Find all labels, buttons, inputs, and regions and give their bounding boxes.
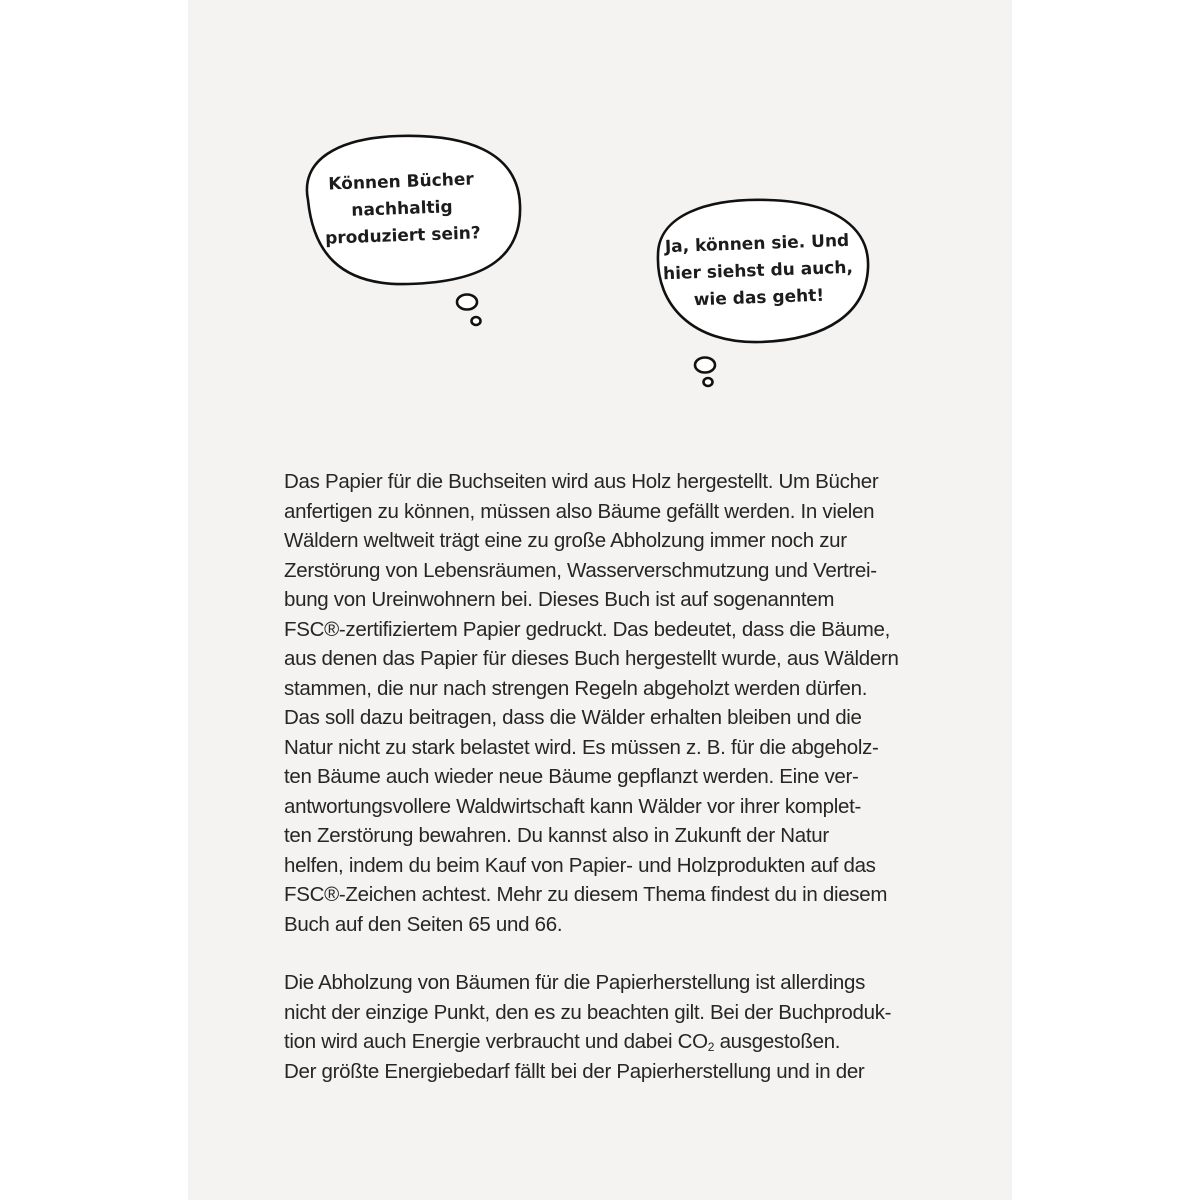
text-line: Der größte Energiebedarf fällt bei der Papierherstellung und in der (284, 1059, 865, 1083)
body-paragraph-1 (284, 467, 924, 939)
book-page (188, 0, 1012, 1200)
text-line: FSC®-Zeichen achtest. Mehr zu diesem Thema findest du in diesem (284, 883, 888, 906)
bubble-line: Können Bücher (328, 169, 475, 195)
body-paragraph-2 (284, 968, 924, 1086)
text-segment: tion wird auch Energie verbraucht und dabei CO (284, 1030, 708, 1053)
text-line: ten Zerstörung bewahren. Du kannst also in Zukunft der Natur (284, 824, 829, 847)
text-line: Das soll dazu beitragen, dass die Wälder erhalten bleiben und die (284, 706, 862, 729)
thought-dot-large (457, 295, 477, 310)
text-line: stammen, die nur nach strengen Regeln abgeholzt werden dürfen. (284, 676, 868, 700)
bubble-line: wie das geht! (693, 285, 825, 311)
text-line: antwortungsvollere Waldwirtschaft kann Wälder vor ihrer komplet- (284, 794, 862, 818)
text-line: Natur nicht zu stark belastet wird. Es müssen z. B. für die abgeholz- (284, 735, 879, 759)
text-line: ten Bäume auch wieder neue Bäume gepflanzt werden. Eine ver- (284, 765, 859, 788)
text-line: Zerstörung von Lebensräumen, Wasserverschmutzung und Vertrei- (284, 558, 877, 582)
text-line: anfertigen zu können, müssen also Bäume gefällt werden. In vielen (284, 499, 875, 523)
text-line: nicht der einzige Punkt, den es zu beachten gilt. Bei der Buchproduk- (284, 1000, 892, 1024)
text-line: Buch auf den Seiten 65 und 66. (284, 912, 563, 936)
text-line (284, 1027, 924, 1057)
thought-bubble-right-text (657, 228, 860, 316)
thought-dot-large (695, 358, 715, 373)
thought-dot-small (704, 378, 713, 386)
text-segment: ausgestoßen. (714, 1030, 841, 1053)
bubble-line: Ja, können sie. Und (664, 230, 850, 258)
bubble-line: nachhaltig (351, 197, 453, 221)
text-line: Das Papier für die Buchseiten wird aus Holz hergestellt. Um Bücher (284, 470, 879, 493)
text-line: helfen, indem du beim Kauf von Papier- und Holzprodukten auf das (284, 853, 876, 877)
thought-dot-small (472, 317, 481, 325)
text-line: aus denen das Papier für dieses Buch hergestellt wurde, aus Wäldern (284, 647, 899, 670)
thought-bubble-left-text (311, 166, 494, 253)
text-line: bung von Ureinwohnern bei. Dieses Buch ist auf sogenanntem (284, 588, 835, 611)
text-line: FSC®-zertifiziertem Papier gedruckt. Das bedeutet, dass die Bäume, (284, 617, 891, 641)
text-line: Wäldern weltweit trägt eine zu große Abholzung immer noch zur (284, 529, 847, 552)
bubble-line: produziert sein? (324, 223, 482, 249)
bubble-line: hier siehst du auch, (662, 257, 854, 285)
text-line: Die Abholzung von Bäumen für die Papierherstellung ist allerdings (284, 971, 866, 994)
subscript-2: 2 (707, 1040, 715, 1054)
